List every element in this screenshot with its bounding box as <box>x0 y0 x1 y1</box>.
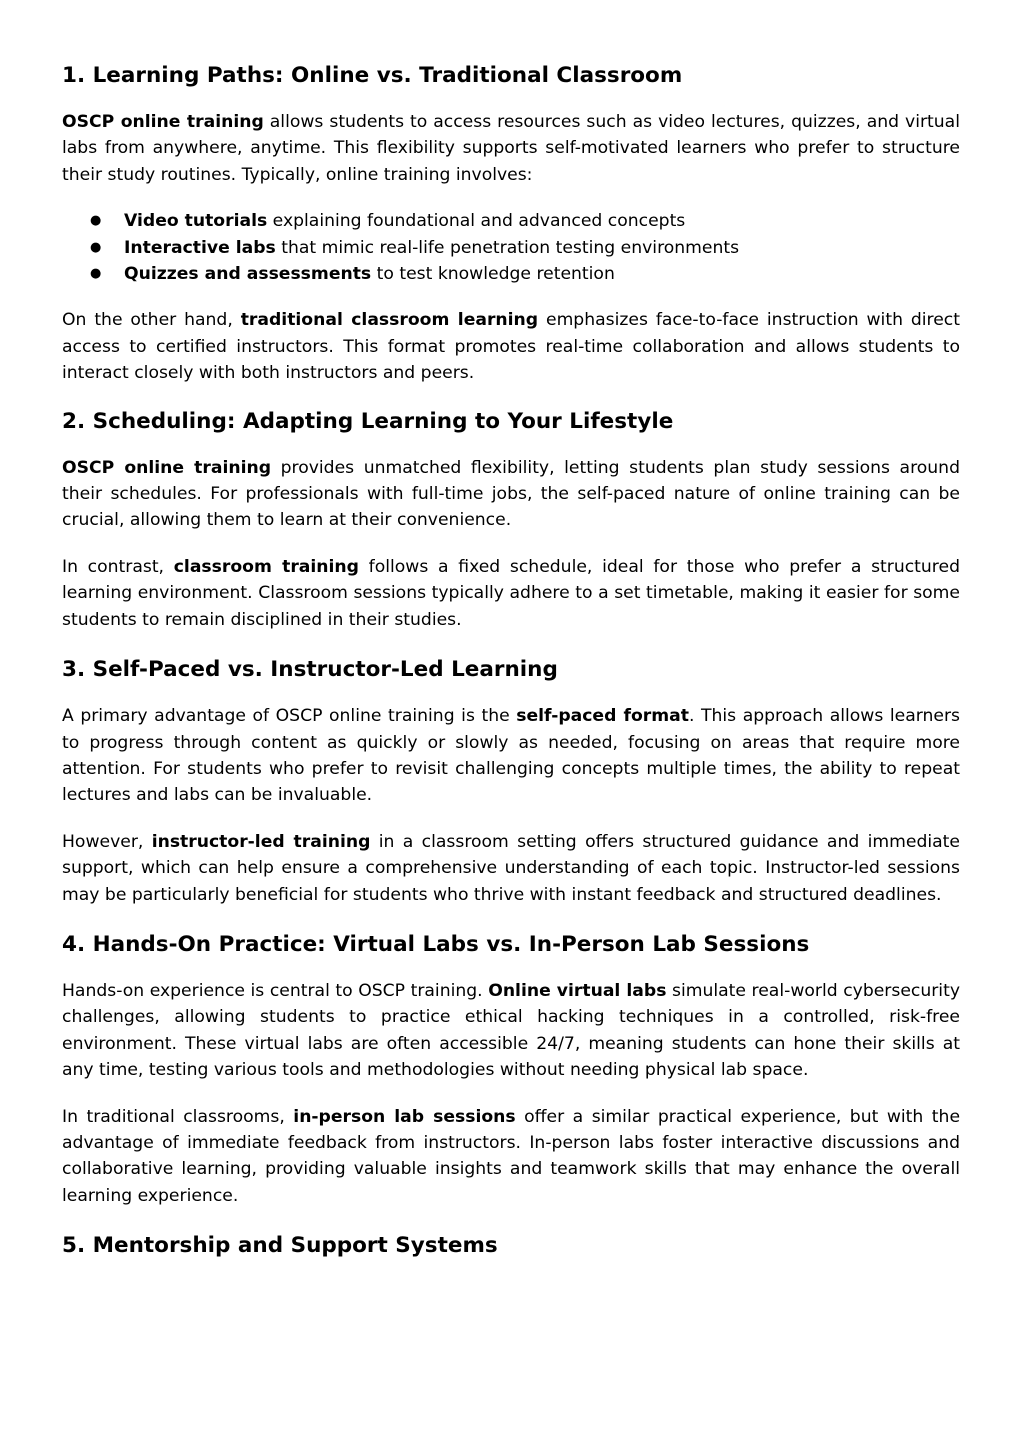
paragraph-text: follows a fixed schedule, ideal for those who prefer a structured learning environment. Classroom sessions typically adhere to a set timetable, making it easier for some students to remain disciplined in their studies. <box>62 556 960 630</box>
paragraph <box>62 703 960 809</box>
paragraph-text: Hands-on experience is central to OSCP training. <box>62 980 489 1001</box>
paragraph <box>62 455 960 534</box>
bold-term: instructor-led training <box>151 831 371 852</box>
bold-term: Quizzes and assessments <box>124 264 372 285</box>
paragraph <box>62 829 960 908</box>
paragraph <box>62 307 960 386</box>
paragraph-text: However, <box>62 831 152 852</box>
bold-term: Online virtual labs <box>488 980 667 1001</box>
paragraph-text: allows students to access resources such as video lectures, quizzes, and virtual labs from anywhere, anytime. This flexibility supports self-motivated learners who prefer to structure their study routines. Typically, online training involves: <box>62 112 960 185</box>
bold-term: classroom training <box>173 556 359 577</box>
paragraph-text: In traditional classrooms, <box>62 1106 294 1127</box>
bold-term: Video tutorials <box>124 211 268 232</box>
paragraph-text: provides unmatched flexibility, letting students plan study sessions around their schedules. For professionals with full-time jobs, the self-paced nature of online training can be crucial, allowing them to learn at their convenience. <box>62 457 960 531</box>
paragraph <box>62 109 960 188</box>
list-item-text: that mimic real-life penetration testing environments <box>275 237 740 258</box>
paragraph-text: emphasizes face-to-face instruction with direct access to certified instructors. This format promotes real-time collaboration and allows students to interact closely with both instructors and peers. <box>62 310 960 384</box>
paragraph-text: offer a similar practical experience, but with the advantage of immediate feedback from instructors. In-person labs foster interactive discussions and collaborative learning, providing valuable insights and teamwork skills that may enhance the overall learning experience. <box>62 1106 961 1206</box>
list-item <box>62 235 960 261</box>
list-item-text: explaining foundational and advanced concepts <box>267 211 686 232</box>
bold-term: traditional classroom learning <box>240 310 539 331</box>
section-heading: 5. Mentorship and Support Systems <box>62 1233 498 1259</box>
bullet-icon: ● <box>90 239 102 255</box>
paragraph-text: in a classroom setting offers structured guidance and immediate support, which can help ensure a comprehensive understanding of each topic. Instructor-led sessions may be particularly beneficial for students who thrive with instant feedback and structured deadlines. <box>62 831 960 905</box>
paragraph <box>62 1104 960 1210</box>
bold-term: OSCP online training <box>62 112 264 132</box>
paragraph-text: A primary advantage of OSCP online training is the <box>62 706 517 727</box>
bold-term: OSCP online training <box>62 457 271 478</box>
paragraph-text: On the other hand, <box>62 310 241 331</box>
section-heading: 4. Hands-On Practice: Virtual Labs vs. In-Person Lab Sessions <box>62 931 810 957</box>
paragraph <box>62 554 960 633</box>
section-heading: 3. Self-Paced vs. Instructor-Led Learning <box>62 657 558 683</box>
bullet-list <box>62 208 960 287</box>
list-item <box>62 261 960 287</box>
paragraph-text: . This approach allows learners to progress through content as quickly or slowly as needed, focusing on areas that require more attention. For students who prefer to revisit challenging concepts multiple times, the ability to repeat lectures and labs can be invaluable. <box>62 706 960 806</box>
list-item-text: to test knowledge retention <box>371 264 615 285</box>
bold-term: in-person lab sessions <box>293 1106 516 1127</box>
paragraph <box>62 978 960 1084</box>
bullet-icon: ● <box>90 213 102 229</box>
bold-term: Interactive labs <box>124 237 276 258</box>
paragraph-text: simulate real-world cybersecurity challenges, allowing students to practice ethical hacking techniques in a controlled, risk-free environment. These virtual labs are often accessible 24/7, meaning students can hone their skills at any time, testing various tools and methodologies without needing physical lab space. <box>62 980 960 1081</box>
bold-term: self-paced format <box>516 706 689 727</box>
section-heading: 1. Learning Paths: Online vs. Traditional Classroom <box>62 63 683 88</box>
list-item <box>62 208 960 234</box>
bullet-icon: ● <box>90 266 102 282</box>
section-heading: 2. Scheduling: Adapting Learning to Your Lifestyle <box>62 408 674 434</box>
paragraph-text: In contrast, <box>62 556 174 577</box>
